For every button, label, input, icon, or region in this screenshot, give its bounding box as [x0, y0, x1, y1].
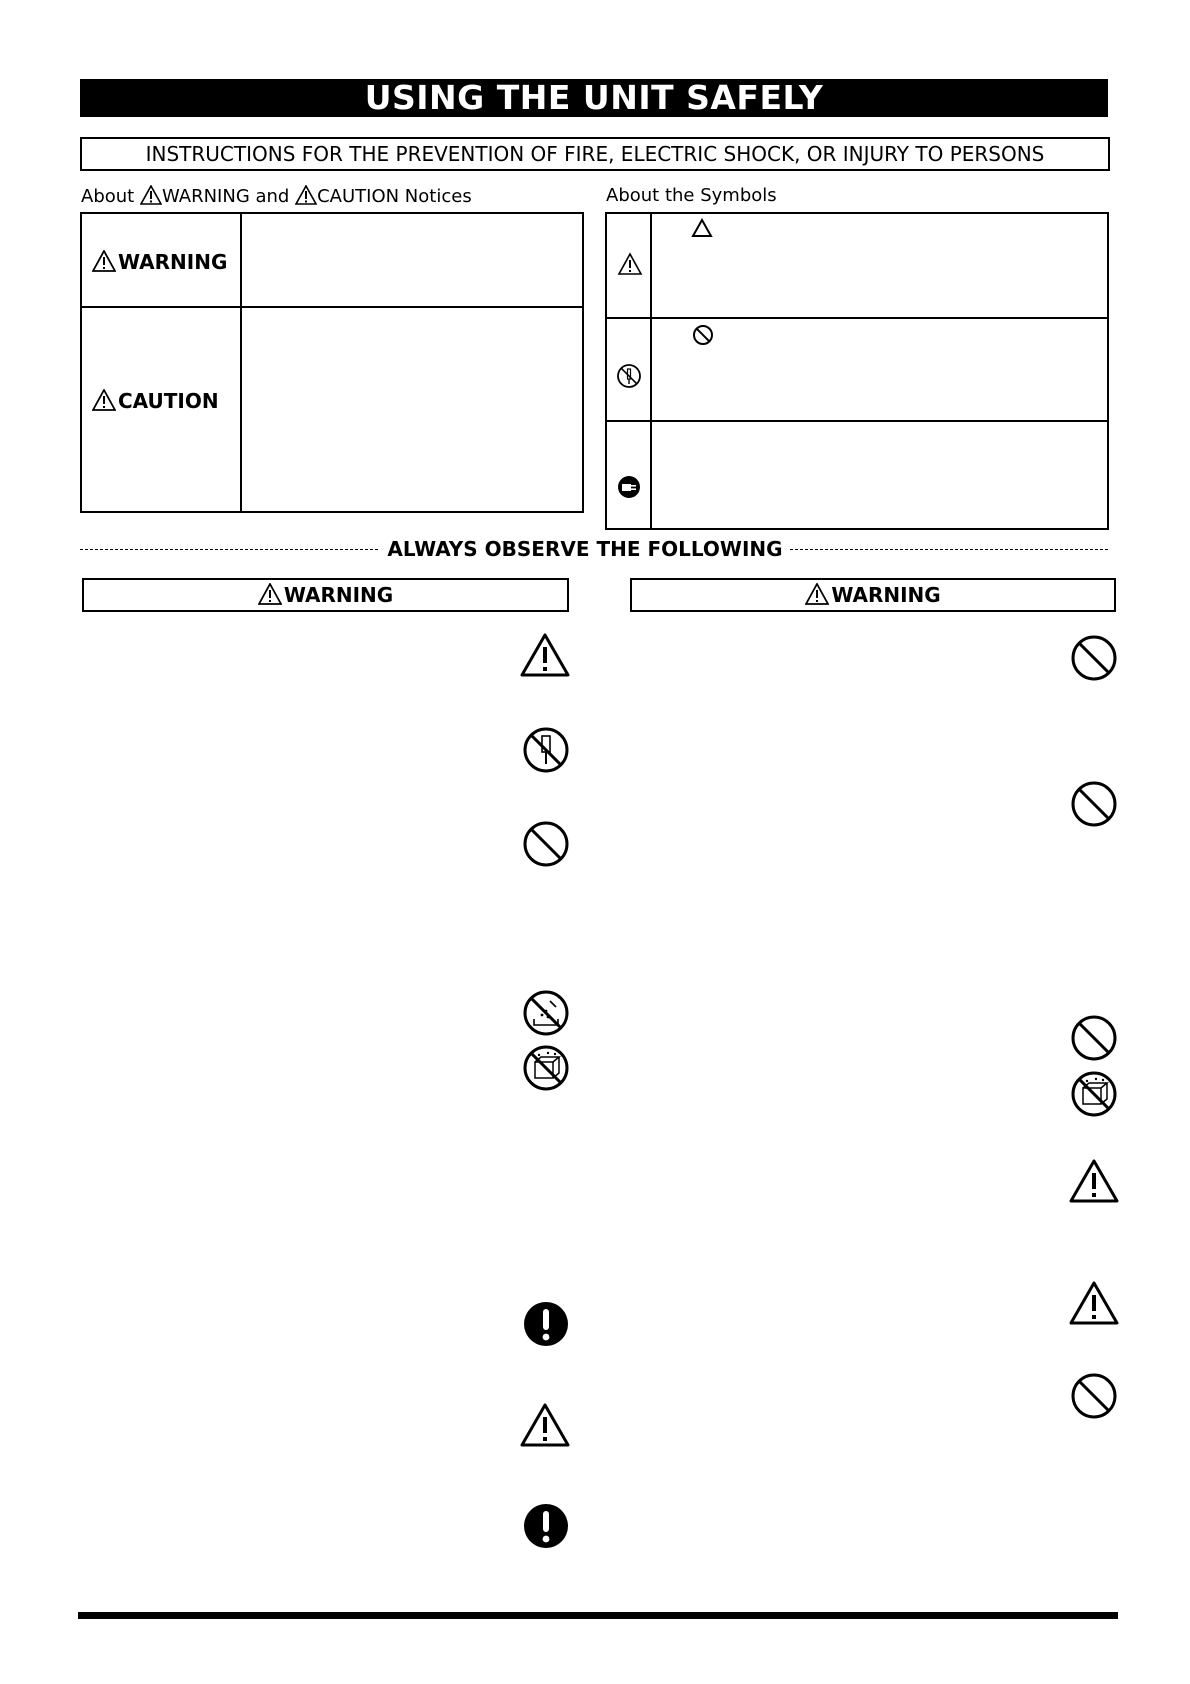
- label-warning-and: WARNING and: [161, 186, 290, 207]
- caution-triangle-icon: [617, 252, 643, 276]
- warning-label: WARNING: [118, 250, 228, 274]
- symbols-section-label: About the Symbols: [606, 185, 777, 206]
- notices-section-label: [81, 185, 472, 208]
- caution-triangle-icon: [519, 632, 571, 678]
- caution-notice-head: [92, 389, 219, 413]
- unplug-icon: [616, 474, 642, 500]
- left-warning-label: WARNING: [283, 583, 394, 607]
- warning-triangle-icon: [258, 583, 282, 605]
- no-disassemble-icon: [522, 726, 570, 774]
- page-title: USING THE UNIT SAFELY: [80, 79, 1108, 117]
- right-warning-box: [630, 578, 1116, 612]
- prohibited-icon: [1070, 1372, 1118, 1420]
- no-water-icon: [522, 989, 570, 1037]
- small-prohibited-icon: [692, 324, 714, 346]
- warning-triangle-icon: [805, 583, 829, 605]
- mandatory-action-icon: [522, 1300, 570, 1348]
- left-warning-box: [82, 578, 569, 612]
- mandatory-action-icon: [522, 1502, 570, 1550]
- prohibited-icon: [522, 820, 570, 868]
- instructions-heading: INSTRUCTIONS FOR THE PREVENTION OF FIRE, ELECTRIC SHOCK, OR INJURY TO PERSONS: [80, 137, 1110, 171]
- label-caution-notices: CAUTION Notices: [317, 186, 472, 207]
- caution-triangle-icon: [1068, 1280, 1120, 1326]
- right-warning-label: WARNING: [831, 583, 941, 607]
- label-about: About: [81, 186, 135, 207]
- warning-notice-head: [92, 250, 227, 274]
- observe-heading: ALWAYS OBSERVE THE FOLLOWING: [387, 537, 783, 561]
- warning-triangle-icon: [92, 250, 116, 272]
- small-triangle-icon: [691, 218, 713, 238]
- prohibited-icon: [1070, 1014, 1118, 1062]
- no-moisture-icon: [522, 1044, 570, 1092]
- warning-triangle-icon: [140, 185, 162, 205]
- notice-table: [80, 212, 584, 513]
- divider-left: [80, 549, 378, 550]
- prohibited-icon: [1070, 634, 1118, 682]
- footer-rule: [78, 1612, 1118, 1619]
- no-moisture-icon: [1070, 1070, 1118, 1118]
- divider-right: [790, 549, 1108, 550]
- no-disassemble-icon: [616, 363, 642, 389]
- prohibited-icon: [1070, 780, 1118, 828]
- caution-triangle-icon: [519, 1402, 571, 1448]
- caution-triangle-icon: [92, 389, 116, 411]
- symbols-table: [605, 212, 1109, 530]
- caution-label: CAUTION: [118, 389, 219, 413]
- caution-triangle-icon: [295, 185, 317, 205]
- caution-triangle-icon: [1068, 1158, 1120, 1204]
